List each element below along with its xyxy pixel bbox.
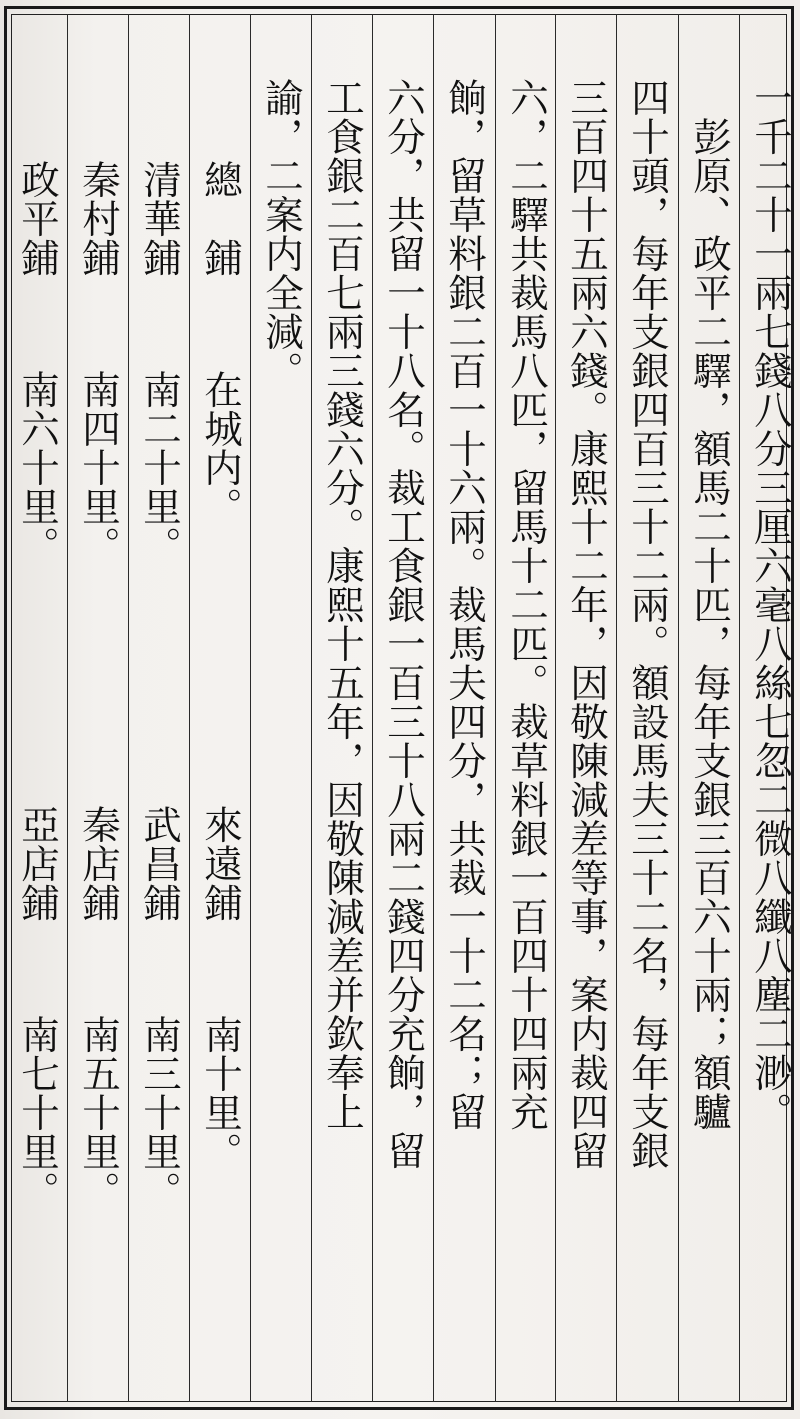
station-distance-3: 南四十里。 xyxy=(76,370,121,565)
text-column-4: 三百四十五兩六錢。康熙十二年，因敬陳減差等事，案内裁四留 xyxy=(564,78,609,1170)
station-distance-5: 南十里。 xyxy=(198,1015,243,1171)
text-column-3: 四十頭，每年支銀四百三十二兩。額設馬夫三十二名，每年支銀 xyxy=(625,78,670,1170)
text-column-8: 工食銀二百七兩三錢六分。康熙十五年，因敬陳減差并欽奉上 xyxy=(320,78,365,1131)
station-distance-6: 南三十里。 xyxy=(137,1015,182,1210)
station-distance-2: 南二十里。 xyxy=(137,370,182,565)
text-column-5: 六，二驛共裁馬八匹，留馬十二匹。裁草料銀一百四十四兩充 xyxy=(504,78,549,1131)
column-rule xyxy=(372,14,373,1402)
station-distance-1: 在城内。 xyxy=(198,370,243,526)
column-rule xyxy=(555,14,556,1402)
station-distance-7: 南五十里。 xyxy=(76,1015,121,1210)
station-name-7: 秦店鋪 xyxy=(76,805,121,922)
column-rule xyxy=(311,14,312,1402)
column-rule xyxy=(189,14,190,1402)
station-name-4: 政平鋪 xyxy=(15,160,60,277)
text-column-2: 彭原、政平二驛，額馬二十匹，每年支銀三百六十兩；額驢 xyxy=(687,78,732,1131)
station-name-2: 清華鋪 xyxy=(137,160,182,277)
station-name-3: 秦村鋪 xyxy=(76,160,121,277)
column-rule xyxy=(495,14,496,1402)
column-rule xyxy=(678,14,679,1402)
column-rule xyxy=(616,14,617,1402)
station-name-5: 來遠鋪 xyxy=(198,805,243,922)
text-column-9: 諭，二案内全減。 xyxy=(259,78,304,390)
station-name-6: 武昌鋪 xyxy=(137,805,182,922)
station-distance-4: 南六十里。 xyxy=(15,370,60,565)
text-column-7: 六分，共留一十八名。裁工食銀一百三十八兩二錢四分充餉，留 xyxy=(381,78,426,1170)
column-rule xyxy=(250,14,251,1402)
column-rule xyxy=(128,14,129,1402)
column-rule xyxy=(433,14,434,1402)
text-column-1: 一千二十一兩七錢八分三厘六毫八絲七忽二微八纖八塵二渺。 xyxy=(748,78,793,1131)
text-column-6: 餉，留草料銀二百一十六兩。裁馬夫四分，共裁一十二名；留 xyxy=(442,78,487,1131)
station-distance-8: 南七十里。 xyxy=(15,1015,60,1210)
station-name-1: 總 鋪 xyxy=(198,160,243,277)
column-rule xyxy=(739,14,740,1402)
station-name-8: 亞店鋪 xyxy=(15,805,60,922)
column-rule xyxy=(67,14,68,1402)
